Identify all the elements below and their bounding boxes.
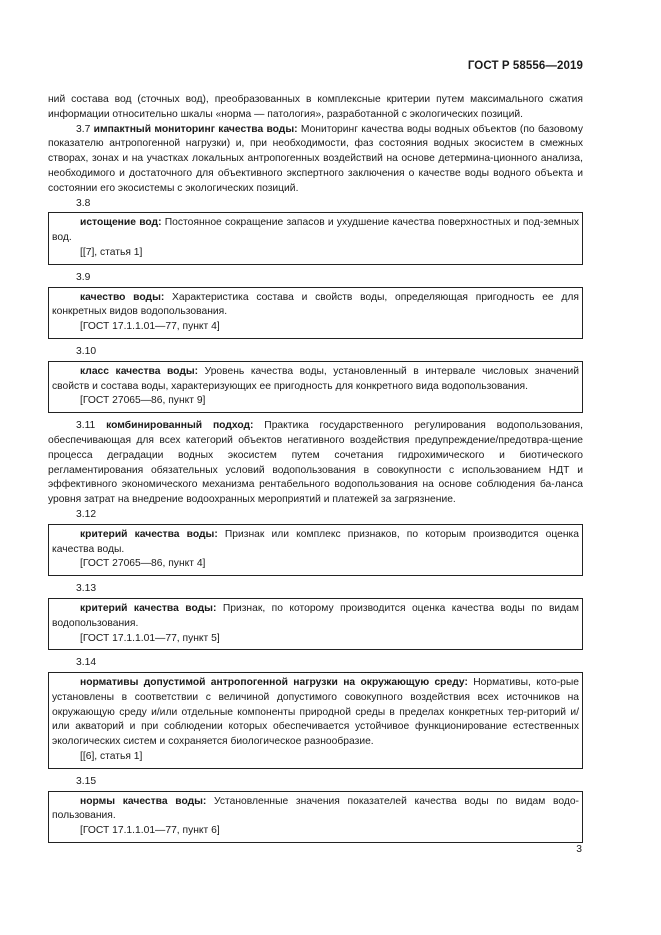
entry-number-3-15: 3.15 (76, 775, 97, 787)
source-reference: [ГОСТ 17.1.1.01—77, пункт 5] (80, 632, 220, 644)
term: класс качества воды: (80, 365, 199, 377)
paragraph-number: 3.11 (76, 420, 96, 432)
entry-number-3-10: 3.10 (76, 345, 97, 357)
definition-box-3-12 (48, 524, 583, 576)
source-reference: [ГОСТ 27065—86, пункт 9] (80, 395, 206, 407)
term: критерий качества воды: (80, 528, 218, 540)
term: нормативы допустимой антропогенной нагрузки на окружающую среду: (80, 677, 468, 689)
entry-number-3-9: 3.9 (76, 271, 91, 283)
term: критерий качества воды: (80, 602, 217, 614)
definition-box-3-14 (48, 672, 583, 769)
definition: Нормативы, кото-рые установлены в соответствии с величиной допустимого совокупного воздействия всех источников на окружающую среду и/или отдельные компоненты природной среды в пределах конкретных тер-риторий и/или акваторий и при соблюдении которых обеспечивается устойчивое функционирование естественных экологических систем и сохраняется биологическое разнообразие. (52, 677, 579, 748)
entry-number-3-14: 3.14 (76, 657, 97, 669)
entry-number-3-8: 3.8 (76, 197, 91, 209)
definition: Уровень качества воды, установленный в интервале числовых значений свойств и состава воды, характеризующих ее пригодность для конкретного вида водопользования. (52, 365, 579, 392)
entry-number-3-13: 3.13 (76, 583, 97, 595)
intro-paragraph: ний состава вод (сточных вод), преобразованных в комплексные критерии путем максимального сжатия информации относительно шкалы «норма — патология», разработанной с экологических позиций. (48, 94, 583, 120)
source-reference: [[6], статья 1] (80, 751, 143, 763)
term: истощение вод: (80, 217, 162, 229)
definition-box-3-15 (48, 791, 583, 843)
term: нормы качества воды: (80, 795, 207, 807)
term: импактный мониторинг качества воды: (93, 123, 298, 135)
source-reference: [[7], статья 1] (80, 246, 143, 258)
definition: Мониторинг качества воды водных объектов (по базовому показателю антропогенной нагрузки) и, при необходимости, фаз состояния водных экосистем в смежных створах, зонах и на участках локальных антропогенных воздействий на основе детермина-ционного анализа, необходимого и достаточного для объективного экспертного заключения о качестве воды водного объекта и состоянии его экосистемы с экологических позиций. (48, 123, 583, 194)
definition: Признак или комплекс признаков, по которым производится оценка качества воды. (52, 528, 579, 555)
definition: Установленные значения показателей качества воды по видам водо-пользования. (52, 795, 579, 822)
definition: Постоянное сокращение запасов и ухудшение качества поверхностных и под-земных вод. (52, 217, 580, 244)
definition: Характеристика состава и свойств воды, определяющая пригодность ее для конкретных видов водопользования. (52, 291, 579, 318)
paragraph-3-11 (48, 419, 583, 508)
definition: Признак, по которому производится оценка качества воды по видам водопользования. (52, 602, 579, 629)
source-reference: [ГОСТ 17.1.1.01—77, пункт 6] (80, 825, 220, 837)
paragraph-number: 3.7 (76, 123, 91, 135)
definition-box-3-9 (48, 287, 583, 339)
source-reference: [ГОСТ 27065—86, пункт 4] (80, 558, 206, 570)
paragraph-3-7 (48, 123, 583, 197)
definition-box-3-13 (48, 598, 583, 650)
entry-number-3-12: 3.12 (76, 508, 97, 520)
standard-header: ГОСТ Р 58556—2019 (467, 60, 583, 72)
page-number: 3 (576, 844, 582, 855)
page-content (48, 93, 583, 849)
term: качество воды: (80, 291, 165, 303)
definition-box-3-10 (48, 361, 583, 413)
source-reference: [ГОСТ 17.1.1.01—77, пункт 4] (80, 321, 220, 333)
term: комбинированный подход: (106, 420, 254, 432)
definition: Практика государственного регулирования водопользования, обеспечивающая для всех категорий объектов негативного воздействия предупреждение/предотвра-щение процесса деградации водных экосистем путем сочетания гидрохимического и биотического регламентирования обязательных условий водопользования в совокупности с использованием НДТ и эффективного экономического механизма рентабельного водопользования на основе соблюдения ба-ланса уровня затрат на внедрение водоохранных мероприятий и платежей за загрязнение. (48, 420, 583, 506)
definition-box-3-8 (48, 212, 583, 264)
